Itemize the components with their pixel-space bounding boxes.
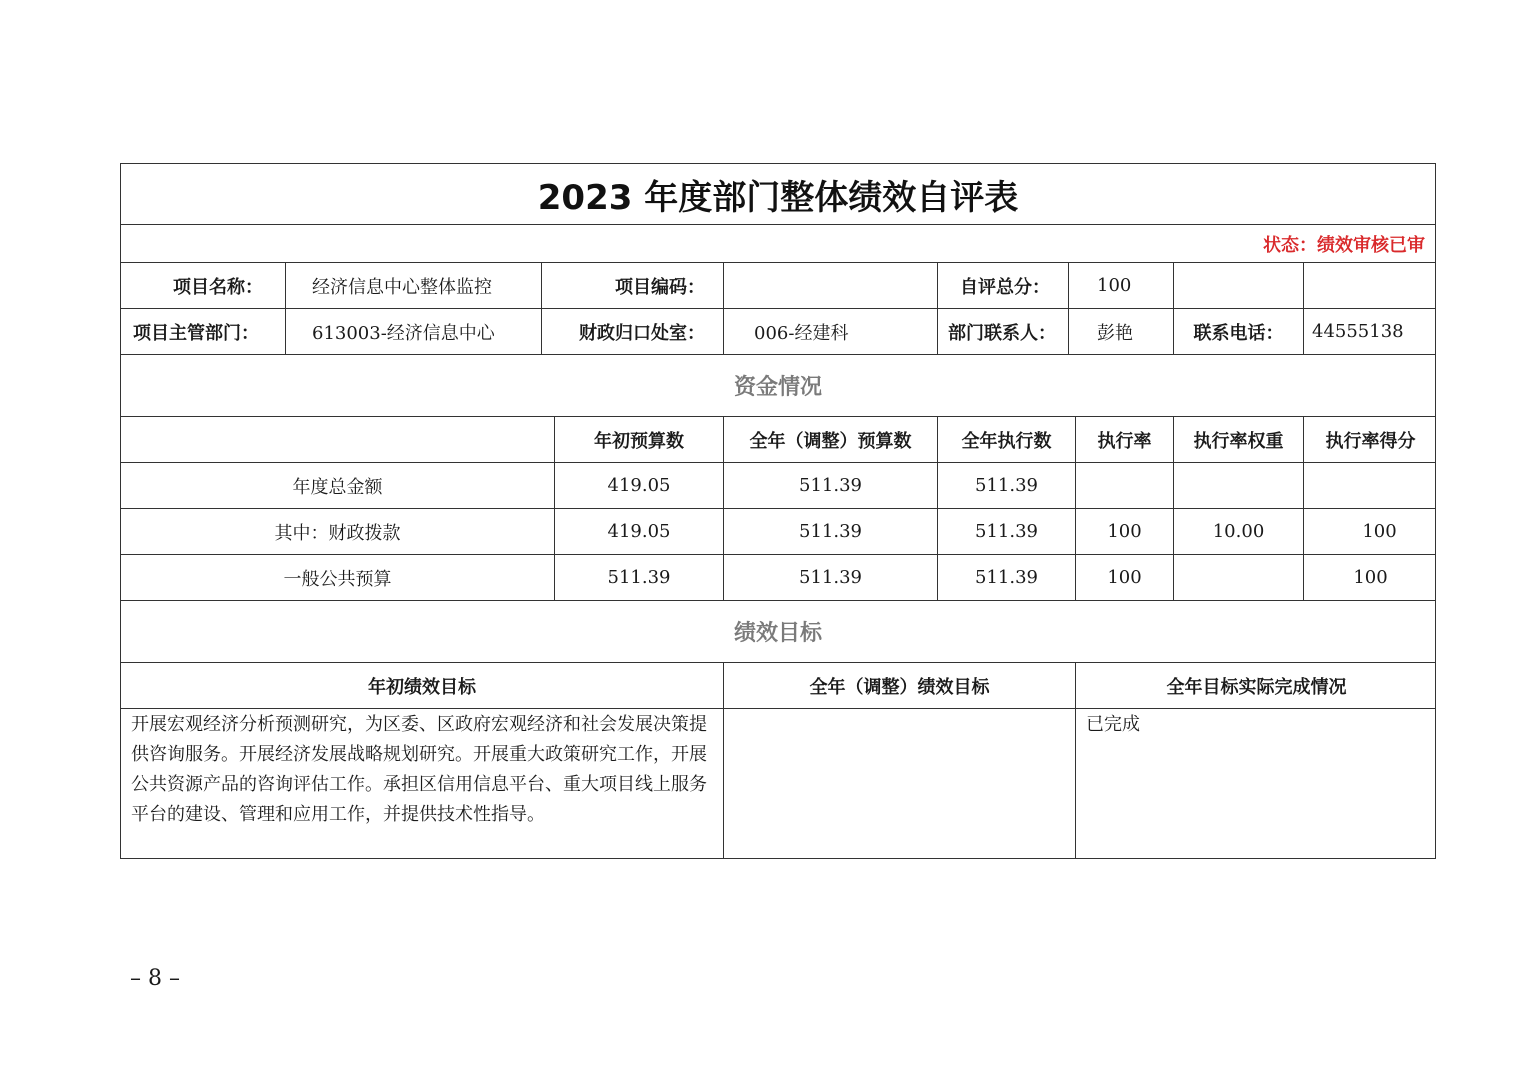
col-header-adjusted-goal: 全年（调整）绩效目标 <box>723 663 1075 708</box>
evaluation-table <box>120 163 1436 859</box>
goals-header-row <box>120 663 1436 709</box>
finance-office-value: 006-经建科 <box>723 309 937 354</box>
finance-office-label: 财政归口处室： <box>541 309 723 354</box>
title-row <box>120 163 1436 225</box>
col-header-initial-budget: 年初预算数 <box>554 417 723 462</box>
status-badge: 状态：绩效审核已审 <box>1263 234 1425 256</box>
contact-label: 部门联系人： <box>937 309 1068 354</box>
funds-section-title: 资金情况 <box>733 375 822 400</box>
table-cell: 419.05 <box>554 463 723 508</box>
col-header-executed: 全年执行数 <box>937 417 1075 462</box>
project-code-value <box>723 263 937 308</box>
table-cell: 10.00 <box>1173 509 1303 554</box>
col-header-score: 执行率得分 <box>1303 417 1437 462</box>
table-cell: 511.39 <box>937 509 1075 554</box>
score-label: 自评总分： <box>937 263 1068 308</box>
info-row-1 <box>120 263 1436 309</box>
info-row-2 <box>120 309 1436 355</box>
dept-label: 项目主管部门： <box>133 322 259 344</box>
row-label: 其中：财政拨款 <box>274 522 401 544</box>
adjusted-goal-text <box>723 709 1075 858</box>
table-cell: 100 <box>1303 509 1437 554</box>
funds-header-row <box>120 417 1436 463</box>
funds-header-blank <box>121 417 554 462</box>
empty-cell <box>1173 263 1303 308</box>
table-row <box>120 555 1436 601</box>
col-header-actual-completion: 全年目标实际完成情况 <box>1075 663 1437 708</box>
table-cell <box>1075 463 1173 508</box>
table-cell: 511.39 <box>937 463 1075 508</box>
table-cell: 511.39 <box>723 509 937 554</box>
goals-section-row <box>120 601 1436 663</box>
table-cell <box>1303 463 1437 508</box>
table-cell: 100 <box>1303 555 1437 600</box>
table-cell: 511.39 <box>937 555 1075 600</box>
goals-content-row <box>120 709 1436 859</box>
table-row <box>120 509 1436 555</box>
col-header-rate: 执行率 <box>1075 417 1173 462</box>
table-cell: 511.39 <box>723 555 937 600</box>
phone-value: 44555138 <box>1303 309 1437 354</box>
funds-section-row <box>120 355 1436 417</box>
row-label: 一般公共预算 <box>283 568 392 590</box>
initial-goal-text: 开展宏观经济分析预测研究，为区委、区政府宏观经济和社会发展决策提供咨询服务。开展经济发展战略规划研究。开展重大政策研究工作，开展公共资源产品的咨询评估工作。承担区信用信息平台、重大项目线上服务平台的建设、管理和应用工作，并提供技术性指导。 <box>131 714 707 825</box>
row-label: 年度总金额 <box>292 476 383 498</box>
page-number: – 8 – <box>130 966 180 991</box>
col-header-adjusted-budget: 全年（调整）预算数 <box>723 417 937 462</box>
actual-completion-text: 已完成 <box>1075 709 1437 858</box>
status-row <box>120 225 1436 263</box>
table-cell: 100 <box>1075 555 1173 600</box>
project-code-label: 项目编码： <box>541 263 723 308</box>
dept-value: 613003-经济信息中心 <box>285 309 541 354</box>
col-header-weight: 执行率权重 <box>1173 417 1303 462</box>
phone-label: 联系电话： <box>1173 309 1303 354</box>
table-cell <box>1173 463 1303 508</box>
table-cell: 100 <box>1075 509 1173 554</box>
table-cell: 419.05 <box>554 509 723 554</box>
project-name-value: 经济信息中心整体监控 <box>285 263 541 308</box>
contact-value: 彭艳 <box>1068 309 1173 354</box>
table-cell: 511.39 <box>723 463 937 508</box>
goals-section-title: 绩效目标 <box>733 621 822 646</box>
page-title: 2023 年度部门整体绩效自评表 <box>537 177 1019 218</box>
empty-cell <box>1303 263 1437 308</box>
col-header-initial-goal: 年初绩效目标 <box>368 676 476 698</box>
table-row <box>120 463 1436 509</box>
project-name-label: 项目名称： <box>173 276 263 298</box>
score-value: 100 <box>1068 263 1173 308</box>
table-cell: 511.39 <box>554 555 723 600</box>
table-cell <box>1173 555 1303 600</box>
